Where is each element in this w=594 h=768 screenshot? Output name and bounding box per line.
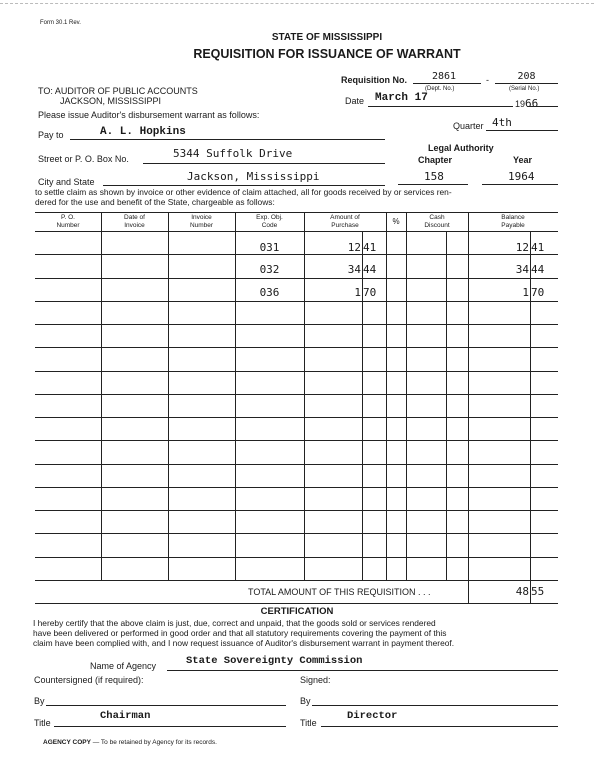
street-value: 5344 Suffolk Drive — [173, 147, 293, 160]
pay-to-value: A. L. Hopkins — [100, 126, 186, 138]
amount-cents-cell: 70 — [363, 286, 377, 299]
legal-authority-label: Legal Authority — [428, 143, 494, 153]
table-rule-line — [35, 394, 558, 395]
table-rule-line — [35, 440, 558, 441]
year-suffix: 66 — [525, 97, 539, 110]
title-right-underline — [321, 726, 558, 727]
exp-code-cell: 032 — [259, 263, 280, 276]
table-rule-line — [35, 417, 558, 418]
header-balance: Balance Payable — [501, 214, 525, 229]
please-issue-text: Please issue Auditor's disbursement warrant as follows: — [38, 110, 260, 120]
table-rule-line — [35, 464, 558, 465]
col-line-cents — [446, 231, 447, 580]
date-value: March 17 — [375, 92, 428, 104]
footer-note — [43, 739, 217, 746]
requisition-dept-number: 2861 — [431, 71, 457, 82]
form-title: REQUISITION FOR ISSUANCE OF WARRANT — [193, 47, 461, 61]
col-line — [168, 212, 169, 580]
header-date: Date of Invoice — [124, 214, 145, 229]
title-left-value: Chairman — [100, 710, 151, 722]
balance-cents-cell: 44 — [531, 263, 545, 276]
table-rule-line — [35, 347, 558, 348]
amount-dollars-cell: 34 — [347, 263, 361, 276]
year-prefix: 19 — [515, 99, 526, 109]
amount-dollars-cell: 1 — [354, 286, 361, 299]
balance-dollars-cell: 34 — [515, 263, 529, 276]
col-line — [386, 212, 387, 580]
footer-bold: AGENCY COPY — [43, 739, 91, 746]
table-rule-line — [35, 278, 558, 279]
total-cents: 55 — [531, 585, 545, 598]
certification-line-3: claim have been complied with, and I now request issuance of Auditor's disbursement warrant in payment thereof. — [33, 638, 455, 648]
balance-cents-cell: 41 — [531, 241, 545, 254]
state-heading: STATE OF MISSISSIPPI — [271, 32, 383, 43]
table-top-border — [35, 212, 558, 213]
quarter-label: Quarter — [453, 121, 484, 131]
header-invoice: Invoice Number — [189, 214, 214, 229]
city-value: Jackson, Mississippi — [187, 170, 320, 183]
quarter-underline — [486, 130, 558, 131]
table-rule-line — [35, 510, 558, 511]
year-label: Year — [513, 155, 533, 165]
by-left-signature-line[interactable] — [46, 705, 286, 706]
quarter-value: 4th — [492, 116, 512, 129]
amount-cents-cell: 41 — [363, 241, 377, 254]
header-amount: Amount of Purchase — [330, 214, 360, 229]
exp-code-cell: 031 — [259, 241, 280, 254]
requisition-dash: - — [486, 75, 489, 85]
table-rule-line — [35, 301, 558, 302]
street-underline — [143, 163, 385, 164]
table-rule-line — [35, 254, 558, 255]
date-underline — [368, 106, 513, 107]
table-rule-line — [35, 324, 558, 325]
requisition-label: Requisition No. — [341, 75, 407, 85]
exp-code-cell: 036 — [259, 286, 280, 299]
settle-line-2: dered for the use and benefit of the State, chargeable as follows: — [35, 197, 275, 207]
table-rule-line — [35, 533, 558, 534]
header-cash-discount: Cash Discount — [424, 214, 450, 229]
settle-line-1: to settle claim as shown by invoice or other evidence of claim attached, all for goods received by or services ren- — [35, 187, 452, 197]
table-rule-line — [35, 371, 558, 372]
title-left-underline — [54, 726, 286, 727]
agency-label: Name of Agency — [90, 661, 157, 671]
table-bottom-border — [35, 603, 558, 604]
city-label: City and State — [38, 177, 95, 187]
certification-line-1: I hereby certify that the above claim is just, due, correct and unpaid, that the goods sold or services rendered — [33, 618, 436, 628]
form-number: Form 30.1 Rev. — [40, 20, 81, 26]
chapter-label: Chapter — [418, 155, 453, 165]
agency-underline — [167, 670, 558, 671]
header-exp-code: Exp. Obj. Code — [256, 214, 283, 229]
chapter-value: 158 — [424, 170, 444, 183]
amount-cents-cell: 44 — [363, 263, 377, 276]
total-label: TOTAL AMOUNT OF THIS REQUISITION . . . — [248, 587, 431, 597]
col-line — [406, 212, 407, 580]
year-value: 1964 — [508, 170, 535, 183]
signed-label: Signed: — [300, 675, 331, 685]
pay-to-label: Pay to — [38, 130, 64, 140]
date-label: Date — [345, 96, 365, 106]
date-year-prefix — [515, 97, 538, 110]
balance-dollars-cell: 1 — [522, 286, 529, 299]
to-line-1: TO: AUDITOR OF PUBLIC ACCOUNTS — [38, 86, 198, 96]
requisition-serial-number: 208 — [517, 71, 536, 82]
street-label: Street or P. O. Box No. — [38, 154, 129, 164]
amount-dollars-cell: 12 — [347, 241, 361, 254]
total-dollars: 48 — [515, 585, 529, 598]
by-right-label: By — [300, 696, 311, 706]
table-rule-line — [35, 557, 558, 558]
by-left-label: By — [34, 696, 45, 706]
balance-cents-cell: 70 — [531, 286, 545, 299]
year-underline — [527, 106, 558, 107]
by-right-signature-line[interactable] — [312, 705, 558, 706]
balance-dollars-cell: 12 — [515, 241, 529, 254]
requisition-serial-underline — [495, 83, 558, 84]
header-po: P. O. Number — [56, 214, 80, 229]
table-body-bottom-border — [35, 580, 558, 581]
perforation-line — [0, 3, 594, 4]
serial-no-label: (Serial No.) — [509, 86, 540, 92]
pay-to-underline — [70, 139, 385, 140]
certification-heading: CERTIFICATION — [260, 606, 334, 617]
city-underline — [103, 185, 385, 186]
header-percent: % — [392, 217, 400, 226]
chapter-underline — [398, 184, 468, 185]
to-line-2: JACKSON, MISSISSIPPI — [60, 96, 162, 106]
certification-line-2: have been delivered or performed in good order and that all statutory requirements covering the payment of this — [33, 628, 447, 638]
table-header-border — [35, 231, 558, 232]
table-rule-line — [35, 487, 558, 488]
year-value-underline — [482, 184, 558, 185]
title-left-label: Title — [34, 718, 51, 728]
title-right-label: Title — [300, 718, 317, 728]
footer-rest: — To be retained by Agency for its records. — [90, 739, 217, 746]
requisition-dept-underline — [413, 83, 481, 84]
countersigned-label: Countersigned (if required): — [34, 675, 144, 685]
dept-no-label: (Dept. No.) — [425, 86, 455, 92]
col-line — [101, 212, 102, 580]
agency-value: State Sovereignty Commission — [186, 655, 363, 667]
title-right-value: Director — [347, 710, 398, 722]
col-line-cents — [362, 231, 363, 580]
